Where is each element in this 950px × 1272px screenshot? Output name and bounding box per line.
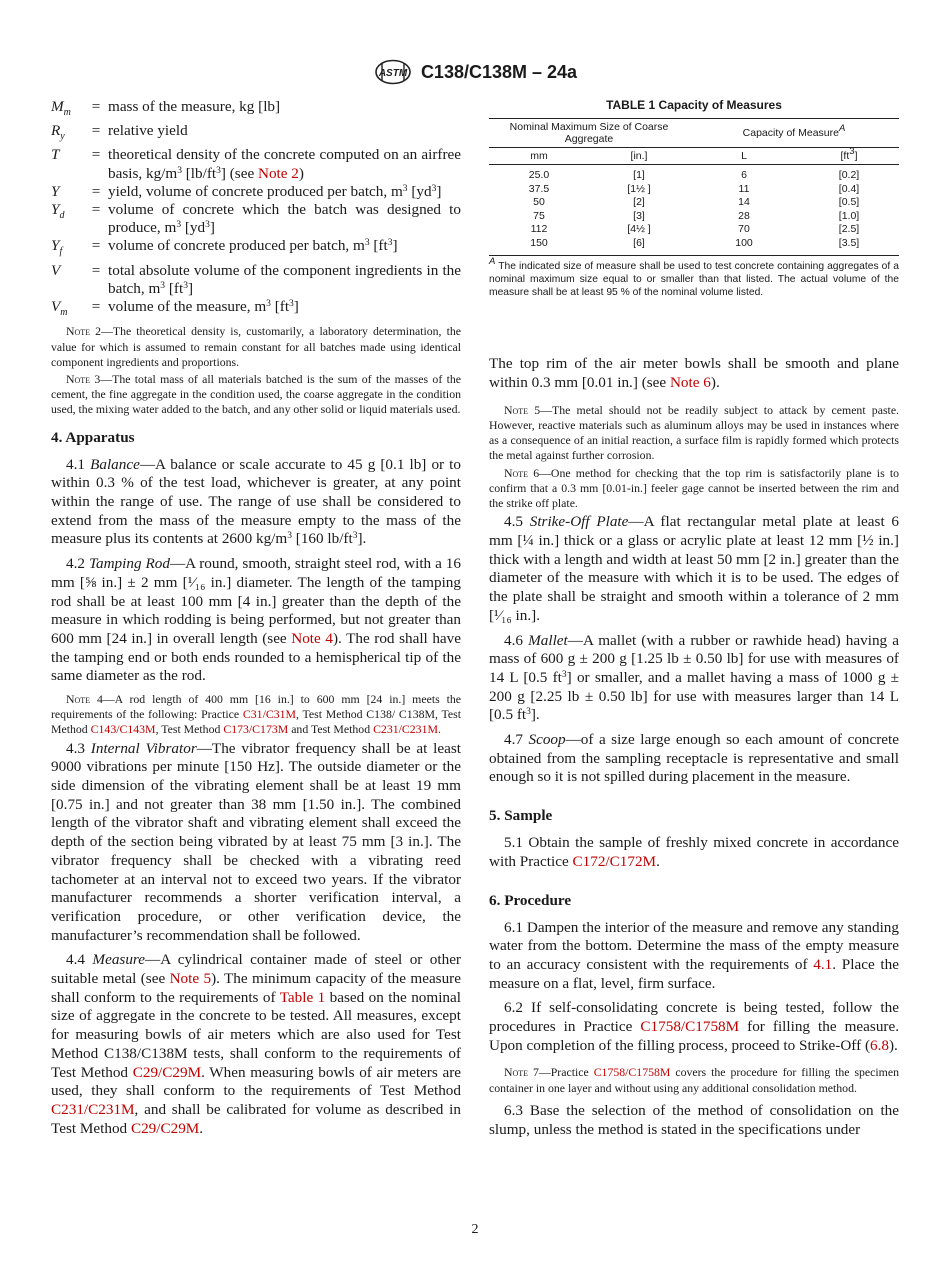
section-5-heading: 5. Sample — [489, 807, 553, 825]
definition-yf: $Y_f$ = volume of concrete produced per batch, $m^3$ $[ft^3]$ — [51, 237, 398, 258]
paragraph-6-2: 6.2 If self-consolidating concrete is being tested, follow the procedures in Practice C1758/C1758M for filling the measure. Upon completion of the filling process, proceed to Strike-Off (6.8). — [489, 999, 900, 1054]
definition-y: Y = yield, volume of concrete produced per batch, $m^3$ $[yd^3]$ — [51, 182, 442, 200]
table-head-aggregate: Nominal Maximum Size of Coarse Aggregate — [489, 119, 689, 148]
note-5: Note 5—The metal should not be readily subject to attack by cement paste. However, reactive materials such as aluminum alloys may be used in instances where as a consequence of an initial reaction, a surface film is rapidly formed which protects the metal against further corrosion. — [489, 402, 899, 463]
left-column — [51, 98, 461, 1144]
table-row: 150 [6] 100 [3.5] — [489, 237, 899, 255]
table-1-footnote: $^A$ The indicated size of measure shall be used to test concrete containing aggregates of a nominal maximum size equal to or smaller than that listed. The actual volume of the measure shall be at least 95 % of the nominal volume listed. — [489, 255, 899, 299]
note-5-link[interactable]: Note 5 — [169, 970, 212, 988]
right-column — [489, 98, 899, 1145]
table-head-capacity: Capacity of Measure$^A$ — [689, 119, 899, 148]
c31-link[interactable]: C31/C31M — [242, 707, 297, 722]
paragraph-4-2: 4.2 Tamping Rod—A round, smooth, straight steel rod, with a 16 mm [⅝ in.] ± 2 mm [¹⁄₁₆ in.] diameter. The length of the tamping rod shall be at least 100 mm [4 in.] greater than the depth of the measure in which rodding is being performed, but not greater than 600 mm [24 in.] in overall length (see Note 4). The rod shall have the tamping end or both ends rounded to a hemispherical tip of the same diameter as the rod. — [51, 555, 461, 685]
paragraph-4-6: 4.6 Mallet—A mallet (with a rubber or rawhide head) having a mass of 600 g ± 200 g [1.25 lb ± 0.50 lb] for use with measures of 14 L [0.5 $ft^3$] or smaller, and a mallet having a mass of 1000 g ± 200 g [2.25 lb ± 0.50 lb] for use with measures larger than 14 L [0.5 $ft^3$]. — [489, 631, 900, 724]
section-6-8-link[interactable]: 6.8 — [870, 1036, 889, 1054]
table-row: 50 [2] 14 [0.5] — [533, 196, 860, 209]
paragraph-4-5: 4.5 Strike-Off Plate—A flat rectangular metal plate at least 6 mm [¼ in.] thick or a glass or acrylic plate at least 12 mm [½ in.] thick with a length and width at least 50 mm [2 in.] greater than the diameter of the measure with which it is to be used. The edges of the plate shall be straight and smooth within a tolerance of 2 mm [¹⁄₁₆ in.]. — [489, 513, 899, 624]
c173-link[interactable]: C173/C173M — [223, 722, 289, 737]
paragraph-4-1: 4.1 Balance—A balance or scale accurate to 45 g [0.1 lb] or to within 0.3 % of the test load, whichever is greater, at any point within the range of use. The range of use shall be considered to extend from the mass of the measure empty to the mass of the measure plus its contents at 2600 $kg/m^3$ [160 $lb/ft^3$]. — [51, 455, 461, 548]
paragraph-4-7: 4.7 Scoop—of a size large enough so each amount of concrete obtained from the sampling receptacle is representative and small enough so it is not spilled during placement in the measure. — [489, 731, 900, 786]
definition-v: V = total absolute volume of the component ingredients in the batch, $m^3$ $[ft^3]$ — [51, 261, 461, 297]
definition-ry: $R_y$ = relative yield — [51, 122, 188, 143]
section-6-heading: 6. Procedure — [489, 891, 572, 909]
paragraph-6-3: 6.3 Base the selection of the method of consolidation on the slump, unless the method is stated in the specifications under — [489, 1101, 899, 1138]
note-3: Note 3—The total mass of all materials batched is the sum of the masses of the cement, the fine aggregate in the condition used, the coarse aggregate in the condition used, the mixing water added to the batch, and any other solid or liquid materials used. — [51, 371, 462, 417]
document-title: C138/C138M – 24a — [420, 61, 578, 82]
astm-logo-icon — [373, 59, 413, 85]
note-7: Note 7—Practice C1758/C1758M covers the procedure for filling the specimen container in one layer and without using any additional consolidation method. — [489, 1065, 899, 1095]
definition-vm: $V_m$ = volume of the measure, $m^3$ $[ft^3]$ — [51, 298, 299, 319]
paragraph-top-rim: The top rim of the air meter bowls shall be smooth and plane within 0.3 mm [0.01 in.] (see Note 6). — [489, 355, 899, 392]
c172-link[interactable]: C172/C172M — [572, 852, 657, 870]
unit-l: L — [689, 148, 799, 165]
table-1-title: TABLE 1 Capacity of Measures — [606, 98, 782, 112]
c1758-link-2[interactable]: C1758/C1758M — [593, 1065, 671, 1080]
table-row: 25.0 [1] 6 [0.2] — [528, 169, 860, 181]
section-4-1-link[interactable]: 4.1 — [813, 955, 833, 973]
c29-link-2[interactable]: C29/C29M — [130, 1119, 200, 1137]
c231-link[interactable]: C231/C231M — [373, 722, 438, 737]
definition-mm: $M_m$ = mass of the measure, kg [lb] — [51, 98, 281, 119]
definition-yd: $Y_d$ = volume of concrete which the batch was designed to produce, $m^3$ $[yd^3]$ — [51, 201, 461, 237]
unit-in: [in.] — [589, 148, 689, 165]
definitions-list — [51, 98, 461, 322]
unit-ft3: $[ft^3]$ — [799, 148, 899, 165]
unit-mm: mm — [489, 148, 589, 165]
paragraph-6-1: 6.1 Dampen the interior of the measure and remove any standing water from the bottom. Determine the mass of the empty measure to an accuracy consistent with the requirements of 4.1. Place the measure on a flat, level, firm surface. — [489, 918, 899, 992]
c29-link[interactable]: C29/C29M — [132, 1063, 202, 1081]
note-6: Note 6—One method for checking that the top rim is satisfactorily plane is to confirm that a 0.3 mm [0.01-in.] feeler gage cannot be inserted between the rim and the strike off plate. — [489, 465, 900, 511]
c231-link-2[interactable]: C231/C231M — [51, 1100, 135, 1118]
c143-link[interactable]: C143/C143M — [90, 722, 156, 737]
note-6-link[interactable]: Note 6 — [669, 374, 711, 392]
paragraph-4-3: 4.3 Internal Vibrator—The vibrator frequency shall be at least 9000 vibrations per minute [150 Hz]. The outside diameter or the side dimension of the vibrating element shall be at least 19 mm [0.75 in.] and not greater than 38 mm [1.50 in.]. The combined length of the vibrator shaft and vibrating element shall exceed the depth of the section being vibrated by at least 75 mm [3 in.]. The vibrator frequency shall be checked with a vibrating reed tachometer at an interval not to exceed two years. If the vibrator manufacturer recommends a shorter verification interval, a verification procedure, or other verification device, the manufacturer’s recommendation shall be followed. — [51, 739, 461, 944]
note-4-link[interactable]: Note 4 — [291, 629, 333, 647]
table-row: 112 [4½ ] 70 [2.5] — [530, 223, 860, 236]
note-2: Note 2—The theoretical density is, customarily, a laboratory determination, the value for which is assumed to remain constant for all batches made using identical component ingredients and proportions. — [51, 324, 461, 369]
table-row: 37.5 [1½ ] 11 [0.4] — [528, 182, 860, 195]
capacity-table — [489, 118, 899, 256]
note-2-link[interactable]: Note 2 — [257, 164, 299, 182]
svg-text:ASTM: ASTM — [378, 68, 408, 79]
paragraph-5-1: 5.1 Obtain the sample of freshly mixed concrete in accordance with Practice C172/C172M. — [489, 834, 899, 870]
definition-t: T = theoretical density of the concrete computed on an airfree basis, $kg/m^3$ $[lb/ft^3]$ (see Note 2) — [51, 146, 461, 182]
note-4: Note 4—A rod length of 400 mm [16 in.] to 600 mm [24 in.] meets the requirements of the following: Practice C31/C31M, Test Method C138/ C138M, Test Method C143/C143M, Test Method C173/C173M and Test Method C231/C231M. — [51, 692, 461, 737]
page-number: 2 — [471, 1222, 479, 1237]
table-row: 75 [3] 28 [1.0] — [533, 209, 860, 222]
section-4-heading: 4. Apparatus — [51, 428, 135, 446]
table-1-link[interactable]: Table 1 — [279, 988, 326, 1006]
c1758-link[interactable]: C1758/C1758M — [640, 1018, 740, 1036]
paragraph-4-4: 4.4 Measure—A cylindrical container made of steel or other suitable metal (see Note 5). The minimum capacity of the measure shall conform to the requirements of Table 1 based on the nominal size of aggregate in the concrete to be tested. All measures, except for measuring bowls of air meters which are also used for Test Method C138/C138M tests, shall conform to the requirements of Test Method C29/C29M. When measuring bowls of air meters are used, they shall conform to the requirements of Test Method C231/C231M, and shall be calibrated for volume as described in Test Method C29/C29M. — [51, 951, 461, 1137]
page-header — [0, 57, 950, 87]
